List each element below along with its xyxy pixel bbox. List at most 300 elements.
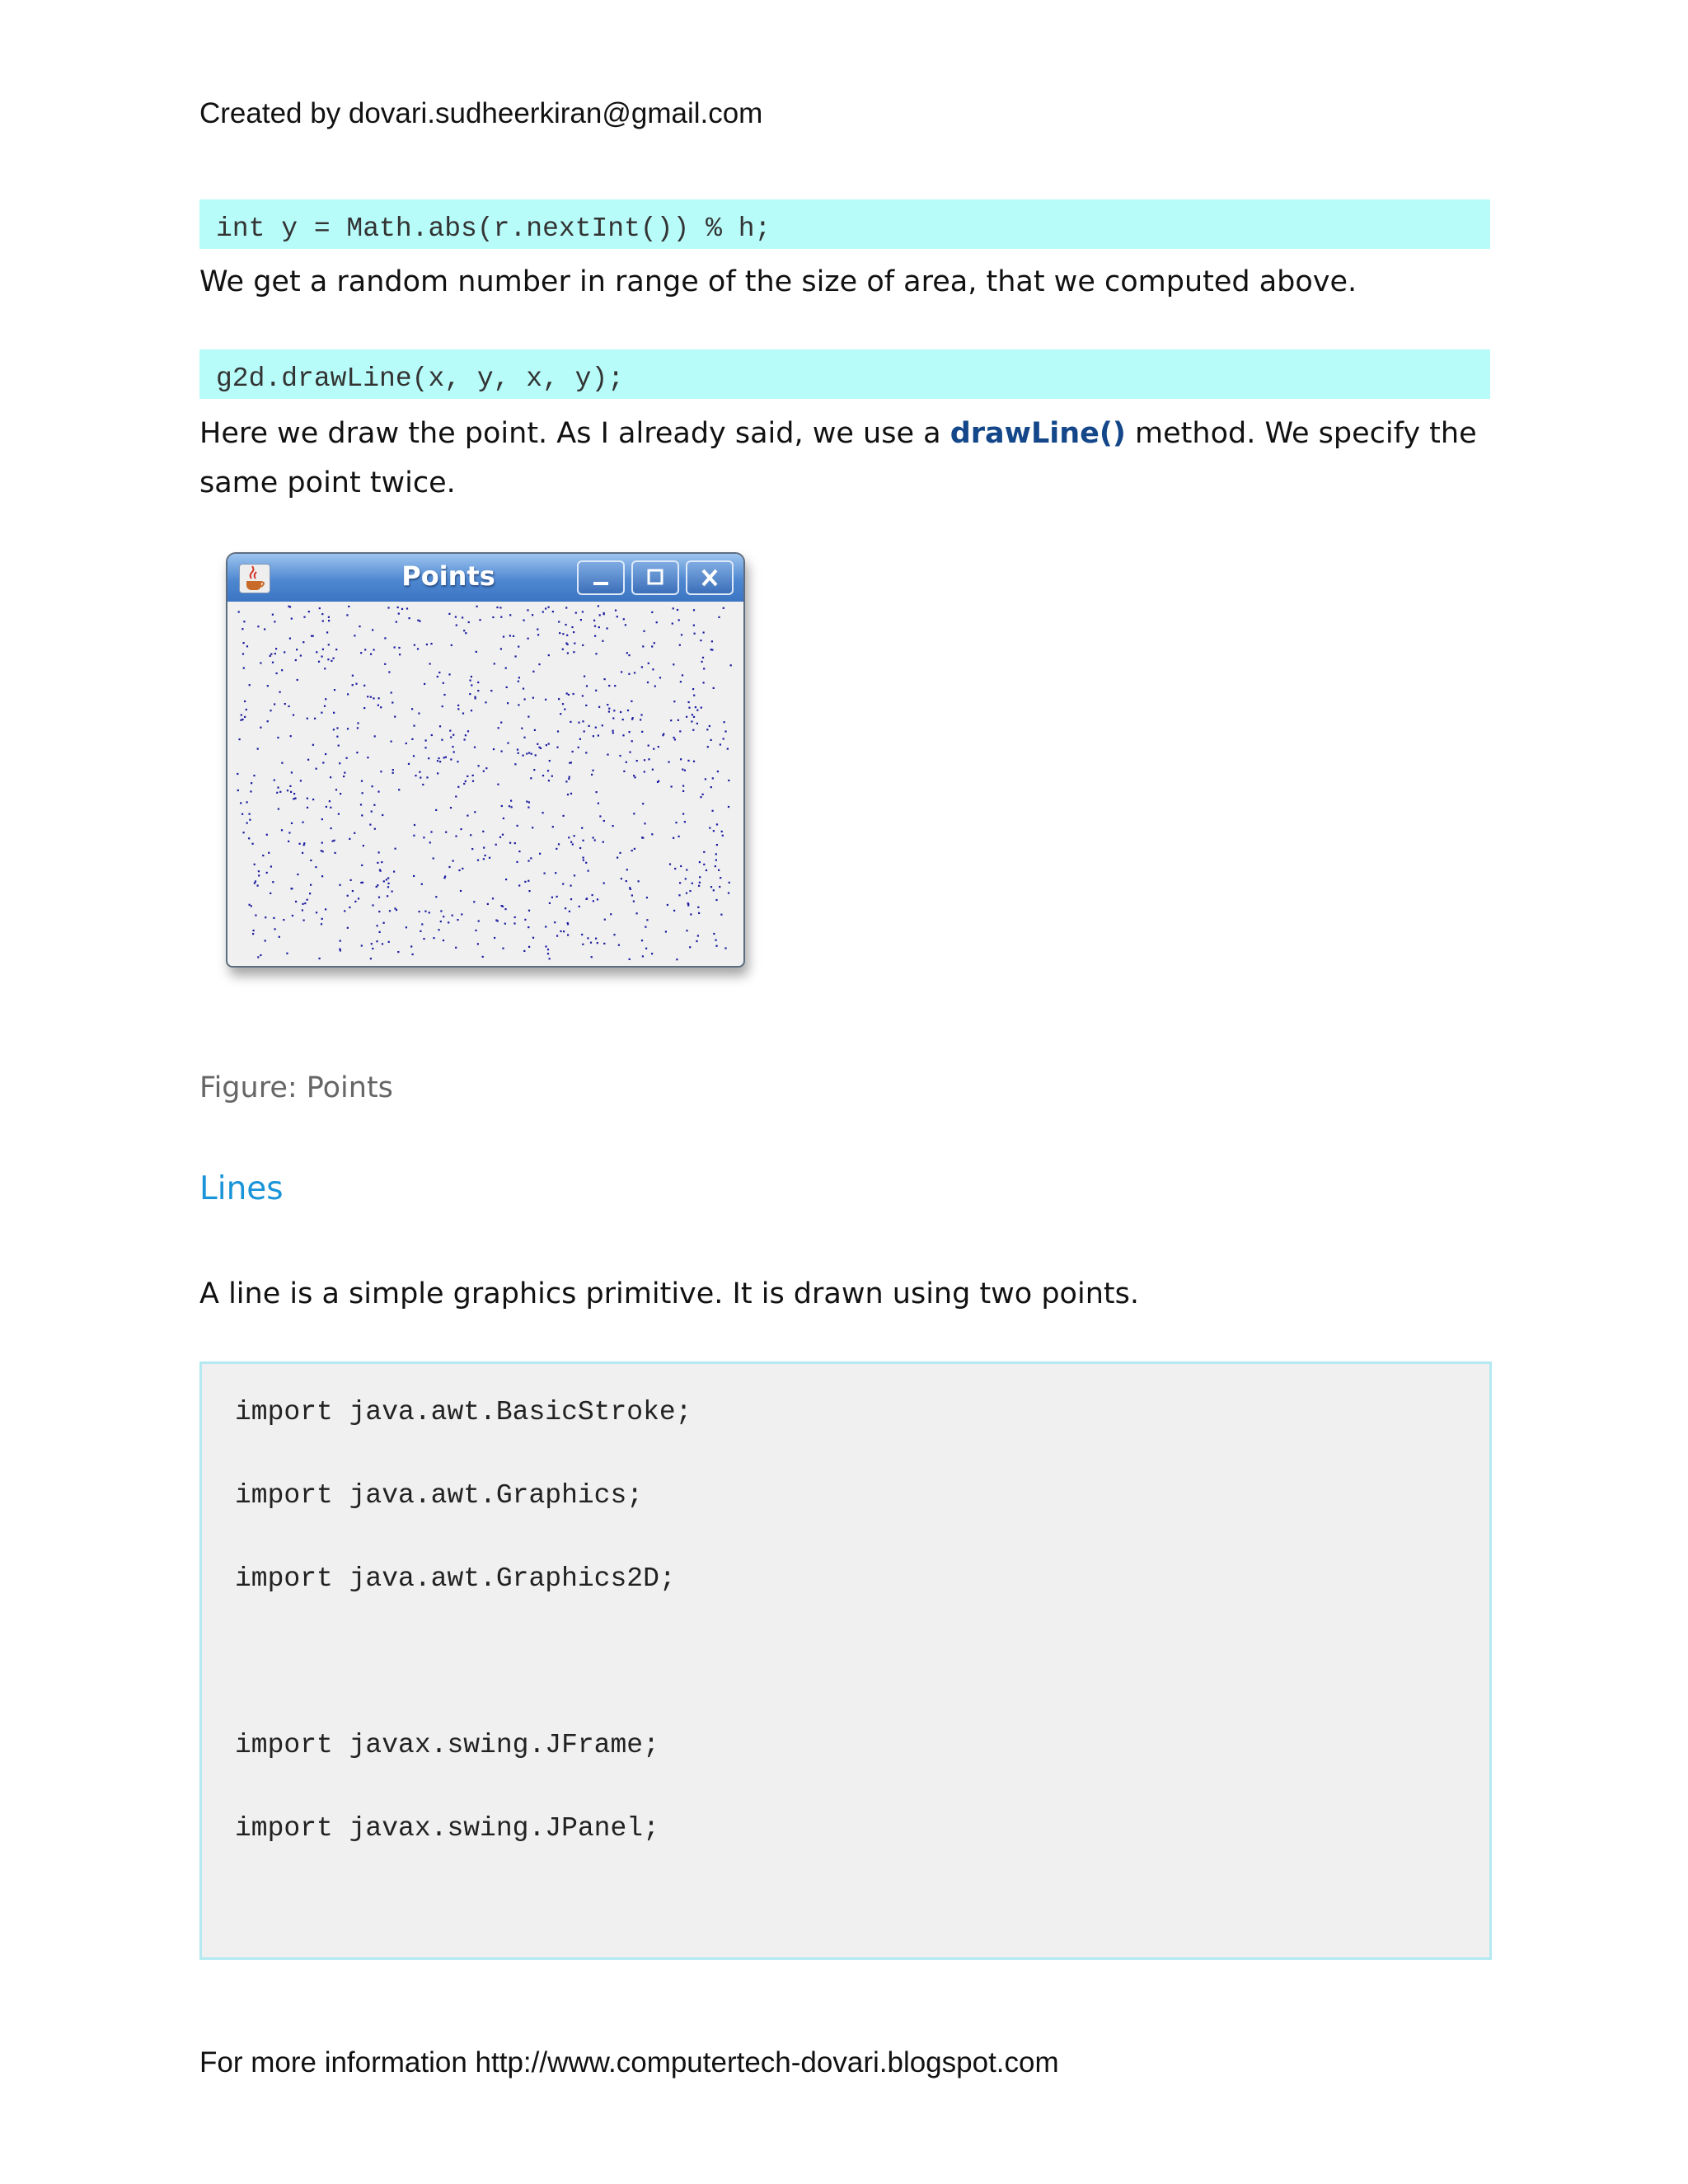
point-mark [370, 958, 372, 959]
point-mark [326, 631, 328, 633]
point-mark [278, 808, 279, 810]
point-mark [387, 895, 388, 897]
point-mark [406, 607, 408, 609]
point-mark [388, 671, 390, 673]
point-mark [640, 719, 641, 720]
point-mark [582, 695, 584, 696]
point-mark [535, 754, 537, 756]
point-mark [699, 861, 701, 863]
point-mark [547, 953, 549, 954]
point-mark [555, 872, 556, 874]
point-mark [373, 649, 375, 650]
point-mark [615, 610, 617, 612]
point-mark [274, 653, 276, 654]
point-mark [593, 620, 595, 621]
close-button [686, 560, 734, 595]
point-mark [670, 719, 672, 721]
point-mark [658, 746, 659, 748]
point-mark [528, 638, 529, 640]
point-mark [686, 869, 687, 870]
point-mark [528, 910, 530, 912]
point-mark [691, 720, 692, 722]
point-mark [413, 835, 415, 837]
point-mark [307, 899, 308, 901]
point-mark [701, 707, 702, 709]
point-mark [472, 780, 474, 782]
point-mark [439, 725, 441, 727]
point-mark [631, 740, 633, 742]
point-mark [237, 790, 239, 791]
point-mark [379, 931, 381, 933]
point-mark [370, 696, 372, 698]
point-mark [265, 916, 266, 918]
point-mark [373, 804, 375, 806]
point-mark [336, 736, 338, 738]
point-mark [500, 616, 502, 618]
point-mark [623, 618, 625, 620]
point-mark [724, 721, 725, 723]
point-mark [340, 793, 341, 794]
point-mark [429, 841, 431, 843]
point-mark [680, 758, 682, 760]
point-mark [324, 705, 326, 707]
point-mark [424, 683, 425, 685]
point-mark [581, 827, 583, 829]
point-mark [548, 654, 550, 656]
point-mark [361, 780, 363, 782]
code-snippet-text: g2d.drawLine(x, y, x, y); [216, 363, 625, 394]
point-mark [295, 901, 297, 902]
point-mark [243, 642, 245, 644]
point-mark [334, 840, 335, 841]
point-mark [310, 860, 312, 861]
point-mark [711, 640, 713, 642]
point-mark [273, 917, 274, 919]
point-mark [592, 894, 593, 896]
point-mark [511, 806, 513, 808]
point-mark [728, 893, 729, 894]
point-mark [471, 848, 473, 850]
point-mark [354, 901, 356, 902]
point-mark [721, 831, 723, 832]
point-mark [251, 782, 252, 784]
code-snippet-random-y [199, 199, 1490, 249]
point-mark [485, 767, 487, 769]
point-mark [593, 837, 594, 838]
point-mark [693, 761, 695, 762]
point-mark [679, 730, 681, 732]
point-mark [270, 655, 271, 657]
point-mark [715, 899, 717, 901]
point-mark [470, 834, 471, 836]
point-mark [433, 857, 434, 859]
point-mark [523, 737, 525, 738]
point-mark [692, 714, 693, 715]
point-mark [389, 910, 391, 912]
point-mark [517, 749, 518, 751]
point-mark [595, 653, 597, 654]
point-mark [633, 775, 635, 776]
point-mark [502, 948, 504, 949]
point-mark [477, 682, 479, 683]
point-mark [445, 832, 447, 833]
point-mark [338, 813, 340, 815]
point-mark [361, 814, 363, 816]
point-mark [603, 820, 605, 822]
point-mark [532, 937, 534, 939]
point-mark [363, 685, 365, 687]
random-points [227, 602, 743, 966]
point-mark [567, 923, 569, 925]
point-mark [500, 648, 502, 649]
point-mark [724, 947, 726, 949]
point-mark [562, 883, 564, 885]
point-mark [387, 877, 389, 879]
point-mark [476, 651, 477, 653]
point-mark [276, 792, 278, 794]
code-listing [199, 1361, 1492, 1960]
point-mark [364, 649, 366, 650]
point-mark [279, 691, 281, 693]
point-mark [556, 935, 558, 937]
point-mark [686, 930, 687, 931]
point-mark [470, 680, 471, 682]
point-mark [415, 775, 416, 776]
point-mark [582, 944, 584, 945]
point-mark [465, 632, 467, 634]
point-mark [346, 757, 348, 759]
point-mark [583, 857, 584, 859]
point-mark [631, 894, 633, 896]
point-mark [513, 922, 515, 924]
point-mark [698, 885, 700, 887]
point-mark [392, 772, 394, 774]
point-mark [374, 828, 376, 830]
point-mark [413, 875, 415, 877]
page-header: Created by dovari.sudheerkiran@gmail.com [199, 97, 763, 129]
point-mark [595, 690, 597, 691]
code-snippet-drawline [199, 349, 1490, 399]
point-mark [241, 719, 243, 720]
point-mark [599, 614, 601, 616]
point-mark [551, 776, 553, 777]
point-mark [523, 755, 524, 757]
point-mark [391, 741, 392, 743]
point-mark [414, 824, 415, 826]
point-mark [518, 704, 519, 705]
point-mark [321, 875, 323, 877]
point-mark [384, 637, 386, 639]
point-mark [547, 770, 549, 771]
point-mark [361, 865, 363, 866]
point-mark [703, 864, 705, 865]
point-mark [283, 919, 284, 921]
point-mark [272, 881, 274, 883]
point-mark [547, 949, 549, 950]
point-mark [297, 679, 298, 681]
point-mark [419, 621, 420, 622]
point-mark [299, 843, 301, 845]
point-mark [585, 752, 587, 753]
point-mark [296, 649, 298, 650]
paragraph-text: Here we draw the point. As I already said, we use a [199, 417, 950, 450]
point-mark [700, 640, 701, 641]
point-mark [289, 638, 291, 640]
point-mark [505, 668, 507, 669]
point-mark [357, 727, 359, 729]
point-mark [571, 626, 573, 628]
point-mark [623, 771, 625, 772]
point-mark [307, 798, 308, 799]
point-mark [694, 633, 696, 635]
point-mark [457, 708, 459, 710]
point-mark [274, 928, 276, 930]
point-mark [413, 725, 415, 727]
point-mark [260, 662, 261, 663]
point-mark [435, 809, 437, 811]
point-mark [602, 724, 603, 726]
point-mark [698, 912, 700, 914]
point-mark [648, 745, 649, 747]
point-mark [612, 825, 614, 827]
point-mark [334, 689, 335, 691]
point-mark [394, 907, 396, 909]
point-mark [294, 798, 296, 799]
point-mark [634, 776, 635, 778]
point-mark [518, 646, 519, 648]
maximize-icon [633, 562, 678, 593]
point-mark [595, 938, 597, 940]
point-mark [647, 682, 649, 683]
point-mark [457, 705, 459, 706]
point-mark [316, 912, 317, 913]
point-mark [570, 721, 571, 723]
point-mark [361, 944, 363, 946]
point-mark [509, 635, 511, 636]
point-mark [322, 851, 324, 852]
point-mark [490, 690, 492, 691]
point-mark [579, 847, 581, 849]
point-mark [621, 671, 622, 673]
point-mark [572, 843, 574, 845]
point-mark [528, 807, 529, 808]
point-mark [675, 822, 677, 823]
point-mark [545, 926, 546, 927]
point-mark [303, 616, 305, 618]
point-mark [688, 701, 690, 703]
point-mark [293, 715, 294, 716]
point-mark [380, 771, 382, 772]
point-mark [549, 902, 551, 904]
point-mark [720, 743, 721, 745]
point-mark [291, 823, 293, 824]
point-mark [414, 644, 415, 646]
point-mark [406, 926, 407, 928]
point-mark [542, 775, 544, 776]
point-mark [673, 663, 674, 665]
point-mark [241, 813, 243, 815]
point-mark [626, 652, 628, 654]
point-mark [696, 723, 698, 724]
point-mark [598, 605, 599, 607]
point-mark [537, 743, 538, 745]
point-mark [626, 762, 627, 763]
point-mark [377, 791, 379, 793]
point-mark [526, 752, 528, 754]
point-mark [627, 710, 629, 711]
point-mark [356, 752, 358, 753]
method-name: drawLine() [950, 417, 1126, 450]
point-mark [412, 954, 414, 955]
point-mark [567, 934, 569, 935]
point-mark [499, 607, 501, 608]
point-mark [476, 606, 478, 607]
point-mark [642, 955, 644, 957]
point-mark [494, 663, 495, 664]
point-mark [270, 654, 272, 655]
point-mark [373, 697, 374, 699]
point-mark [563, 930, 565, 932]
point-mark [340, 949, 341, 951]
point-mark [707, 746, 709, 748]
point-mark [702, 794, 704, 795]
point-mark [607, 704, 608, 705]
point-mark [424, 747, 426, 748]
point-mark [634, 848, 635, 850]
point-mark [625, 624, 626, 626]
point-mark [257, 626, 259, 627]
point-mark [358, 898, 359, 899]
point-mark [409, 617, 410, 619]
point-mark [395, 848, 396, 850]
point-mark [703, 851, 705, 853]
point-mark [493, 748, 495, 750]
point-mark [641, 940, 643, 941]
point-mark [451, 644, 452, 646]
point-mark [673, 607, 674, 609]
point-mark [328, 644, 330, 645]
point-mark [378, 851, 380, 853]
point-mark [728, 806, 729, 808]
point-mark [715, 945, 717, 947]
point-mark [460, 890, 462, 892]
point-mark [523, 620, 525, 621]
point-mark [371, 943, 373, 944]
point-mark [528, 801, 530, 803]
point-mark [475, 697, 476, 699]
point-mark [460, 828, 462, 830]
point-mark [640, 714, 642, 715]
points-canvas [227, 602, 743, 966]
point-mark [399, 654, 401, 655]
point-mark [582, 611, 584, 612]
point-mark [316, 768, 317, 770]
point-mark [257, 885, 259, 887]
point-mark [465, 734, 467, 736]
point-mark [713, 889, 715, 891]
point-mark [569, 911, 570, 912]
point-mark [367, 696, 368, 697]
point-mark [430, 831, 432, 832]
point-mark [528, 926, 529, 928]
point-mark [360, 652, 362, 654]
point-mark [565, 780, 567, 782]
point-mark [248, 837, 250, 839]
point-mark [307, 807, 308, 808]
point-mark [321, 842, 323, 844]
point-mark [419, 771, 420, 773]
point-mark [252, 933, 254, 935]
point-mark [528, 890, 530, 892]
point-mark [370, 654, 372, 655]
point-mark [678, 719, 679, 721]
point-mark [579, 906, 580, 907]
point-mark [467, 815, 468, 817]
point-mark [560, 713, 561, 715]
point-mark [528, 946, 530, 948]
point-mark [626, 869, 628, 870]
point-mark [377, 705, 379, 706]
point-mark [452, 734, 454, 736]
point-mark [483, 847, 485, 849]
point-mark [654, 686, 656, 687]
point-mark [312, 799, 314, 800]
point-mark [569, 762, 570, 764]
point-mark [331, 827, 332, 829]
point-mark [697, 907, 699, 908]
point-mark [558, 698, 560, 700]
point-mark [514, 842, 516, 844]
point-mark [674, 868, 676, 869]
point-mark [498, 727, 499, 729]
point-mark [413, 755, 415, 757]
point-mark [241, 715, 242, 716]
point-mark [444, 875, 446, 877]
point-mark [431, 734, 433, 736]
point-mark [452, 915, 453, 916]
point-mark [437, 676, 438, 677]
point-mark [497, 920, 499, 921]
point-mark [701, 661, 703, 663]
point-mark [607, 754, 608, 756]
point-mark [443, 757, 445, 758]
point-mark [716, 844, 718, 846]
point-mark [383, 922, 385, 924]
point-mark [422, 784, 424, 785]
point-mark [437, 772, 438, 774]
point-mark [275, 648, 277, 649]
point-mark [709, 827, 710, 829]
point-mark [687, 904, 689, 906]
point-mark [633, 813, 635, 814]
point-mark [240, 802, 241, 804]
point-mark [297, 874, 298, 875]
point-mark [429, 663, 431, 664]
point-mark [325, 908, 326, 910]
point-mark [629, 752, 631, 753]
point-mark [591, 956, 593, 958]
point-mark [474, 747, 476, 748]
point-mark [462, 868, 463, 869]
point-mark [394, 716, 396, 718]
point-mark [604, 678, 606, 680]
point-mark [706, 729, 708, 730]
point-mark [709, 725, 710, 727]
point-mark [510, 800, 512, 802]
point-mark [244, 701, 246, 702]
point-mark [505, 879, 507, 880]
point-mark [652, 769, 654, 771]
